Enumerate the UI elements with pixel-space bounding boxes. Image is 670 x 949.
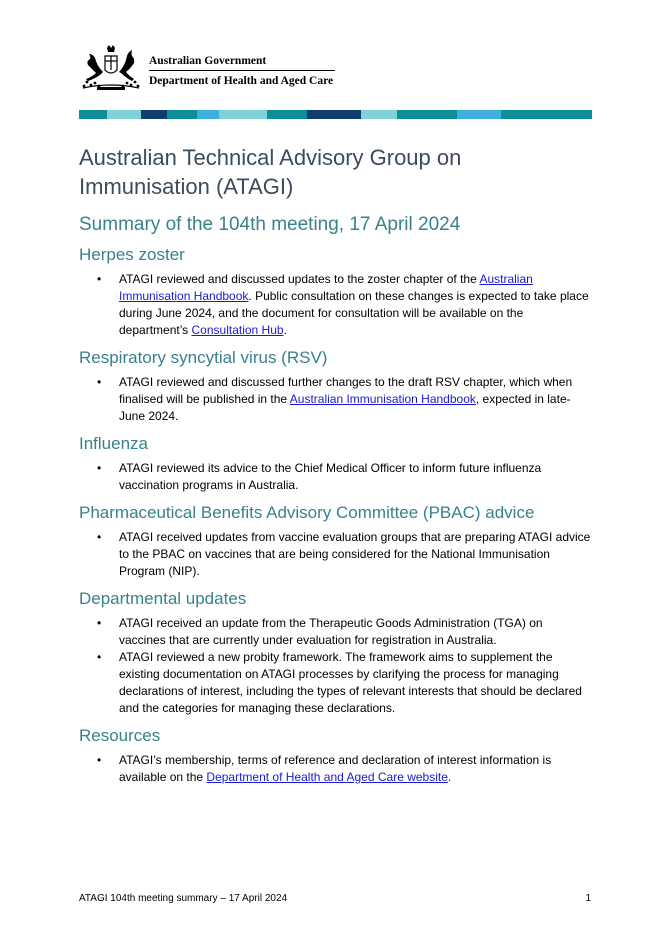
page-footer (79, 892, 591, 906)
section-heading-herpes-zoster: Herpes zoster (79, 245, 185, 264)
government-name: Australian Government (149, 55, 267, 67)
handbook-link[interactable]: Australian Immunisation Handbook (119, 272, 533, 303)
resources-list (79, 752, 591, 786)
pbac-list (79, 529, 591, 580)
handbook-link[interactable]: Australian Immunisation Handbook (289, 392, 476, 406)
section-heading-influenza: Influenza (79, 434, 148, 453)
section-heading-resources: Resources (79, 726, 161, 745)
color-bar-segment (457, 110, 501, 119)
color-bar-segment (501, 110, 592, 119)
coat-of-arms-icon (79, 42, 143, 92)
section-heading-rsv: Respiratory syncytial virus (RSV) (79, 348, 328, 367)
influenza-list (79, 460, 591, 494)
page-header (79, 42, 599, 94)
header-color-bar (79, 110, 592, 119)
list-item: • ATAGI’s membership, terms of reference and declaration of interest information is available on the Department of Health and Aged Care website. (79, 752, 591, 786)
list-item: • ATAGI reviewed its advice to the Chief Medical Officer to inform future influenza vaccination programs in Australia. (79, 460, 591, 494)
list-item: • ATAGI reviewed and discussed further changes to the draft RSV chapter, which when finalised will be published in the Australian Immunisation Handbook, expected in late-June 2024. (79, 374, 591, 425)
color-bar-segment (219, 110, 267, 119)
department-website-link[interactable]: Department of Health and Aged Care website (206, 770, 448, 784)
section-heading-pbac: Pharmaceutical Benefits Advisory Committee (PBAC) advice (79, 503, 535, 522)
rsv-list (79, 374, 591, 425)
meeting-summary-heading: Summary of the 104th meeting, 17 April 2024 (79, 214, 461, 235)
header-rule (149, 70, 335, 71)
color-bar-segment (141, 110, 167, 119)
herpes-zoster-list (79, 271, 591, 339)
color-bar-segment (167, 110, 197, 119)
footer-title: ATAGI 104th meeting summary – 17 April 2024 (79, 893, 288, 904)
list-item: • ATAGI reviewed a new probity framework. The framework aims to supplement the existing documentation on ATAGI processes by clarifying the process for managing declarations of interest, including the types of relevant interests that should be declared and the categories for managing these declarations. (79, 649, 591, 717)
departmental-updates-list (79, 615, 591, 717)
consultation-hub-link[interactable]: Consultation Hub (191, 323, 284, 337)
color-bar-segment (397, 110, 457, 119)
color-bar-segment (267, 110, 307, 119)
list-item: • ATAGI reviewed and discussed updates to the zoster chapter of the Australian Immunisation Handbook. Public consultation on these changes is expected to take place during June 2024, and the document for consultation will be available on the department’s Consultation Hub. (79, 271, 591, 339)
color-bar-segment (107, 110, 141, 119)
color-bar-segment (307, 110, 361, 119)
color-bar-segment (79, 110, 107, 119)
list-item: • ATAGI received updates from vaccine evaluation groups that are preparing ATAGI advice to the PBAC on vaccines that are being considered for the National Immunisation Program (NIP). (79, 529, 591, 580)
department-name: Department of Health and Aged Care (149, 75, 334, 87)
color-bar-segment (197, 110, 219, 119)
list-item: • ATAGI received an update from the Therapeutic Goods Administration (TGA) on vaccines that are currently under evaluation for registration in Australia. (79, 615, 591, 649)
page-title: Australian Technical Advisory Group on Immunisation (ATAGI) (79, 145, 462, 199)
section-heading-departmental-updates: Departmental updates (79, 589, 247, 608)
page-number: 1 (585, 893, 591, 904)
color-bar-segment (361, 110, 397, 119)
document-body (79, 143, 591, 794)
